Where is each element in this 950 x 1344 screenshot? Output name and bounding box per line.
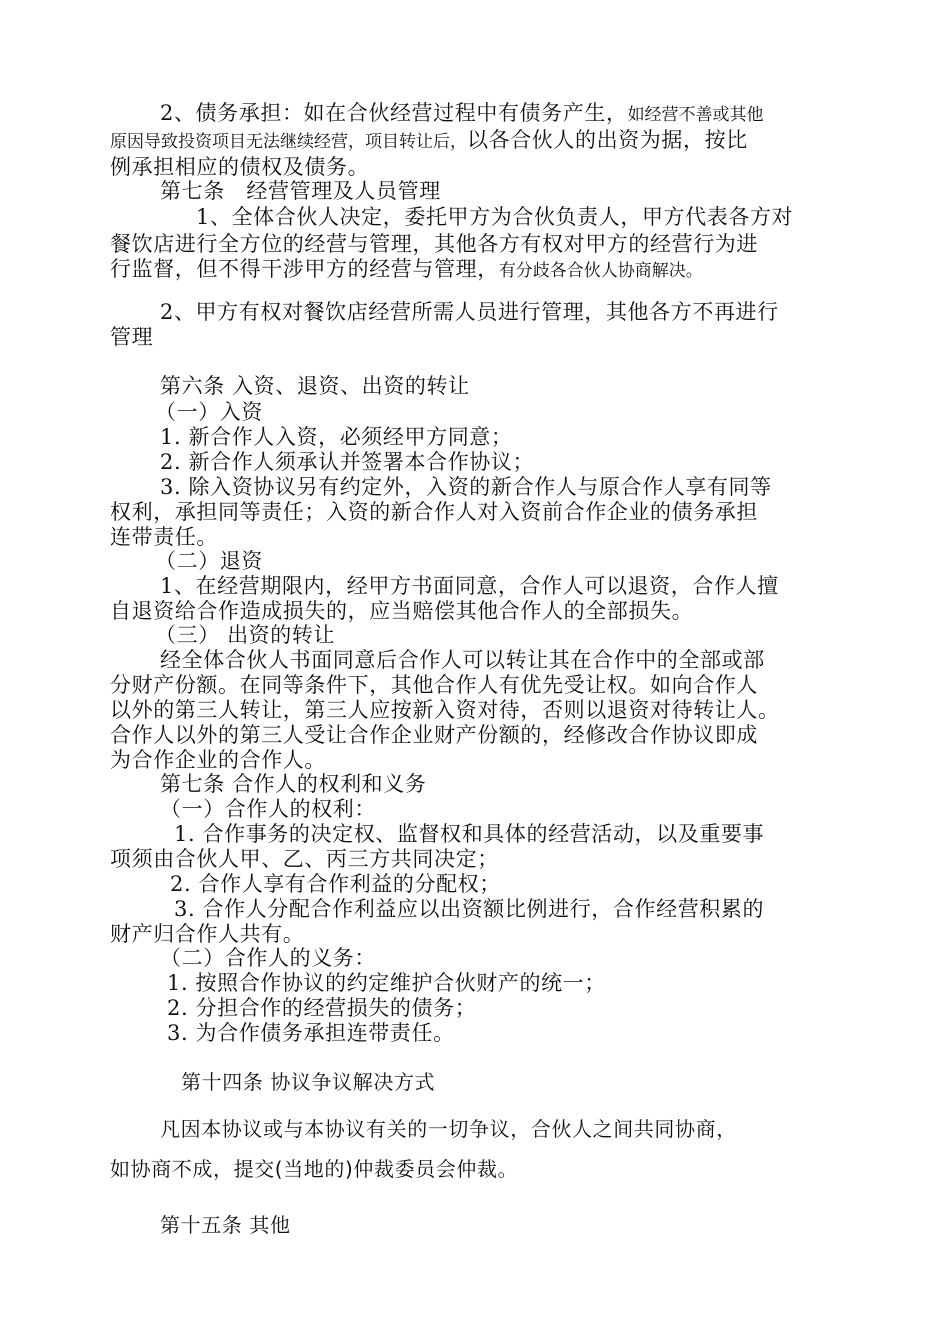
text-line: 3. 除入资协议另有约定外，入资的新合作人与原合作人享有同等 [160,475,772,499]
section-heading: 第六条 入资、退资、出资的转让 [160,374,470,398]
subsection-heading: （二）合作人的义务： [160,946,376,970]
text-line: 连带责任。 [110,525,218,549]
text-line: 例承担相应的债权及债务。 [110,155,370,179]
text-line: 为合作企业的合作人。 [110,748,326,772]
text-line: 2、甲方有权对餐饮店经营所需人员进行管理，其他各方不再进行 [160,300,779,324]
text-line: 2、债务承担：如在合伙经营过程中有债务产生，如经营不善或其他 [160,101,764,125]
subsection-heading: （一）合作人的权利： [160,797,376,821]
text-line: 如协商不成，提交(当地的)仲裁委员会仲裁。 [110,1157,519,1181]
subsection-heading: （三） 出资的转让 [155,623,336,647]
text-line: 财产归合作人共有。 [110,922,305,946]
text-line: 经全体合伙人书面同意后合作人可以转让其在合作中的全部或部 [160,648,765,672]
text-line: 1. 按照合作协议的约定维护合伙财产的统一； [167,971,606,995]
text-line: 2. 新合作人须承认并签署本合作协议； [160,450,535,474]
text-line: 凡因本协议或与本协议有关的一切争议，合伙人之间共同协商， [160,1117,737,1141]
text-line: 3. 为合作债务承担连带责任。 [167,1021,455,1045]
text-line: 分财产份额。在同等条件下，其他合作人有优先受让权。如向合作人 [110,673,758,697]
text-line: 2. 分担合作的经营损失的债务； [167,996,477,1020]
text-line: 1、全体合伙人决定，委托甲方为合伙负责人，甲方代表各方对 [196,205,794,229]
text-line: 原因导致投资项目无法继续经营，项目转让后，以各合伙人的出资为据，按比 [110,128,748,152]
subsection-heading: （二）退资 [155,549,263,573]
text-line: 行监督，但不得干涉甲方的经营与管理，有分歧各合伙人协商解决。 [110,257,703,281]
text-line: 管理 [110,325,154,349]
text-line: 1. 合作事务的决定权、监督权和具体的经营活动，以及重要事 [174,822,765,846]
text-line: 权利，承担同等责任；入资的新合作人对入资前合作企业的债务承担 [110,500,758,524]
text-line: 以外的第三人转让，第三人应按新入资对待，否则以退资对待转让人。 [110,698,780,722]
text-line: 3. 合作人分配合作利益应以出资额比例进行，合作经营积累的 [174,897,765,921]
text-line: 自退资给合作造成损失的，应当赔偿其他合作人的全部损失。 [110,599,694,623]
text-line: 项须由合伙人甲、乙、丙三方共同决定； [110,847,499,871]
text-line: 1、在经营期限内，经甲方书面同意，合作人可以退资，合作人擅 [160,574,779,598]
subsection-heading: （一）入资 [155,400,263,424]
section-heading: 第十五条 其他 [160,1213,291,1237]
section-heading: 第十四条 协议争议解决方式 [181,1070,436,1094]
section-heading: 第七条 合作人的权利和义务 [160,772,427,796]
section-heading: 第七条 经营管理及人员管理 [160,179,441,203]
text-line: 餐饮店进行全方位的经营与管理，其他各方有权对甲方的经营行为进 [110,232,758,256]
text-line: 合作人以外的第三人受让合作企业财产份额的，经修改合作协议即成 [110,723,758,747]
text-line: 1. 新合作人入资，必须经甲方同意； [160,425,513,449]
text-line: 2. 合作人享有合作利益的分配权； [170,872,501,896]
